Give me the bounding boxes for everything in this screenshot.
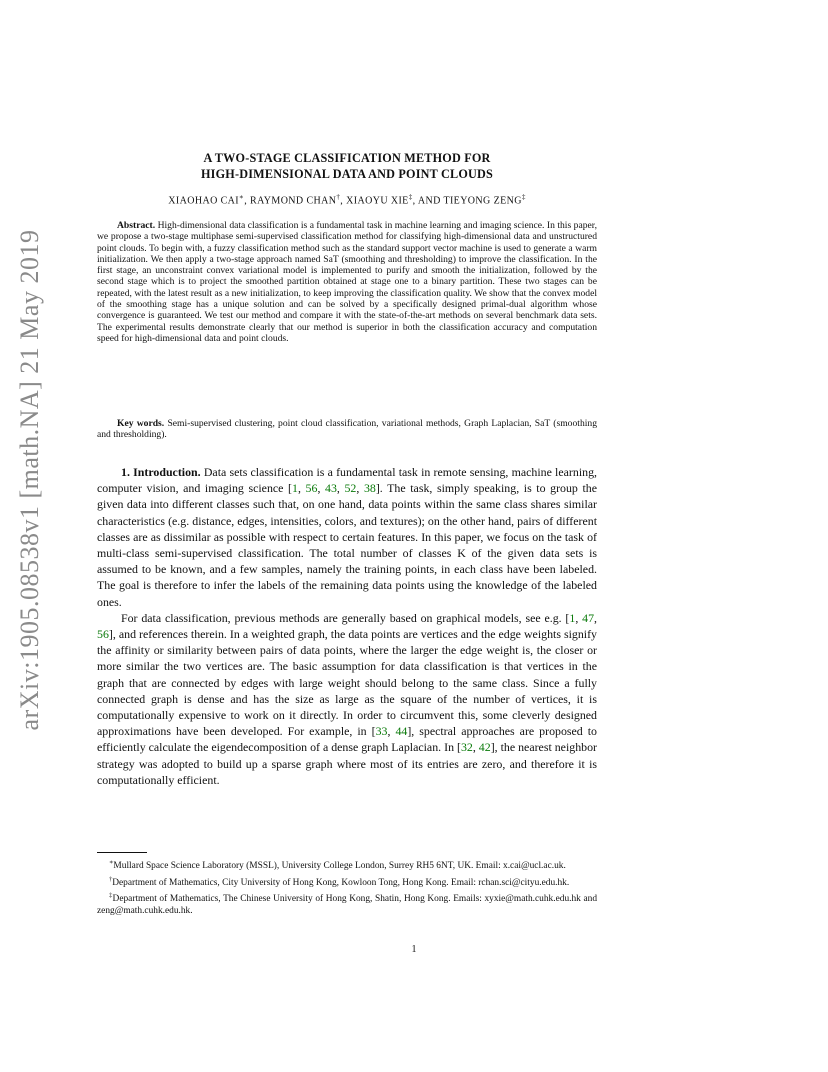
citation-link[interactable]: 32 <box>460 740 473 755</box>
author-xie: , XIAOYU XIE <box>340 195 409 207</box>
citation-link[interactable]: 38 <box>363 481 376 496</box>
abstract-text: High-dimensional data classification is a fundamental task in machine learning and imaging science. In this paper, we propose a two-stage multiphase semi-supervised classification method for classifying high-dimensional data and unstructured point clouds. To begin with, a fuzzy classification method such as the standard support vector machine is used to generate a warm initialization. We then apply a two-stage approach named SaT (smoothing and thresholding) to improve the classification. In the first stage, an unconstraint convex variational model is implemented to purify and smooth the initialization, followed by the second stage which is to project the smoothed partition obtained at stage one to a binary partition. These two stages can be repeated, with the latest result as a new initialization, to keep improving the classification quality. We show that the convex model of the smoothing stage has a unique solution and can be solved by a specifically designed primal-dual algorithm whose convergence is guaranteed. We test our method and compare it with the state-of-the-art methods on several benchmark data sets. The experimental results demonstrate clearly that our method is superior in both the classification accuracy and computation speed for high-dimensional data and point clouds. <box>97 220 597 344</box>
author-mark: ∗ <box>239 193 245 201</box>
citation-link[interactable]: 56 <box>97 627 109 642</box>
abstract <box>97 220 597 344</box>
footnote-1 <box>97 857 597 873</box>
author-mark: ‡ <box>408 193 413 201</box>
introduction-section <box>97 464 597 788</box>
title-line-2: HIGH-DIMENSIONAL DATA AND POINT CLOUDS <box>200 167 493 181</box>
keywords-label: Key words. <box>117 418 165 429</box>
citation-link[interactable]: 44 <box>395 724 408 739</box>
footnote-mark: † <box>109 875 113 883</box>
paragraph-text: Data sets classification is a fundamental task in remote sensing, machine learning, computer vision, and imaging science [ <box>97 465 597 496</box>
author-list <box>97 193 597 206</box>
page-number: 1 <box>411 944 417 955</box>
title-line-1: A TWO-STAGE CLASSIFICATION METHOD FOR <box>203 151 491 165</box>
citation-link[interactable]: 1 <box>569 610 576 625</box>
intro-paragraph-1: 1. Introduction. Data sets classification is a fundamental task in remote sensing, machine learning, computer vision, and imaging science [1, 56, 43, 52, 38]. The task, simply speaking, is to group the given data into different classes such that, on one hand, data points within the same class shares similar characteristics (e.g. distance, edges, intensities, colors, and textures); on the other hand, pairs of different classes are as dissimilar as possible with respect to certain features. In this paper, we focus on the task of multi-class semi-supervised classification. The total number of classes K of the given data sets is assumed to be known, and a few samples, namely the training points, in each class have been labeled. The goal is therefore to infer the labels of the remaining data points using the knowledge of the labeled ones. <box>97 465 597 609</box>
citation-link[interactable]: 52 <box>344 481 357 496</box>
footnote-text: Department of Mathematics, The Chinese University of Hong Kong, Shatin, Hong Kong. Emails: xyxie@math.cuhk.edu.hk and zeng@math.cuhk.edu.hk. <box>97 894 598 917</box>
keywords <box>97 418 597 441</box>
citation-link[interactable]: 1 <box>292 481 298 496</box>
footnote-2 <box>97 874 597 890</box>
arxiv-side-stamp <box>10 229 50 731</box>
footnote-mark: ‡ <box>109 892 113 900</box>
intro-paragraph-2: For data classification, previous methods are generally based on graphical models, see e.g. [1, 47, 56], and references therein. In a weighted graph, the data points are vertices and the edge weights signify the affinity or similarity between pairs of data points, where the larger the edge weight is, the closer or more similar the two vertices are. The basic assumption for data classification is that vertices in the graph that are connected by edges with large weight should belong to the same class. Since a fully connected graph is dense and has the size as large as the square of the number of vertices, it is computationally expensive to work on it directly. In order to circumvent this, some cleverly designed approximations have been developed. For example, in [33, 44], spectral approaches are proposed to efficiently calculate the eigendecomposition of a dense graph Laplacian. In [32, 42], the nearest neighbor strategy was adopted to build up a sparse graph where most of its entries are zero, and therefore it is computationally efficient. <box>97 610 598 787</box>
author-zeng: , AND TIEYONG ZENG <box>412 195 522 207</box>
arxiv-identifier: arXiv:1905.08538v1 [math.NA] 21 May 2019 <box>15 229 44 731</box>
author-mark: ‡ <box>521 193 526 201</box>
citation-link[interactable]: 33 <box>375 724 388 739</box>
citation-link[interactable]: 47 <box>582 610 595 625</box>
author-chan: , RAYMOND CHAN <box>244 195 337 207</box>
footnote-mark: ∗ <box>109 859 114 866</box>
author-cai: XIAOHAO CAI <box>168 195 240 207</box>
citation-link[interactable]: 56 <box>305 481 318 496</box>
footnotes <box>97 857 597 919</box>
paragraph-text: ], and references therein. In a weighted graph, the data points are vertices and the edge weights signify the affinity or similarity between pairs of data points, where the larger the edge weight is, the closer or more similar the two vertices are. The basic assumption for data classification is that vertices in the graph that are connected by edges with large weight should belong to the same class. Since a fully connected graph is dense and has the size as large as the square of the number of vertices, it is computationally expensive to work on it directly. In order to circumvent this, some cleverly designed approximations have been developed. For example, in [ <box>97 627 597 739</box>
abstract-label: Abstract. <box>117 220 156 231</box>
citation-link[interactable]: 42 <box>478 740 491 755</box>
footnote-divider <box>97 852 147 853</box>
citation-link[interactable]: 43 <box>325 481 337 496</box>
paragraph-text: ], spectral approaches are proposed to efficiently calculate the eigendecomposition of a dense graph Laplacian. In [ <box>97 724 597 755</box>
author-mark: † <box>336 193 341 201</box>
section-heading: 1. Introduction. <box>121 465 201 479</box>
paragraph-text: ]. The task, simply speaking, is to group the given data into different classes such that, on one hand, data points within the same class shares similar characteristics (e.g. distance, edges, intensities, colors, and textures); on the other hand, pairs of different classes are as dissimilar as possible with respect to certain features. In this paper, we focus on the task of multi-class semi-supervised classification. The total number of classes K of the given data sets is assumed to be known, and a few samples, namely the training points, in each class have been labeled. The goal is therefore to infer the labels of the remaining data points using the knowledge of the labeled ones. <box>97 481 597 609</box>
footnote-3 <box>97 890 597 917</box>
footnote-text: Department of Mathematics, City University of Hong Kong, Kowloon Tong, Hong Kong. Email: rchan.sci@cityu.edu.hk. <box>112 877 570 888</box>
paragraph-text: For data classification, previous methods are generally based on graphical models, see e.g. [ <box>121 610 570 625</box>
keywords-text: Semi-supervised clustering, point cloud classification, variational methods, Graph Laplacian, SaT (smoothing and thresholding). <box>97 418 597 441</box>
paragraph-text: ], the nearest neighbor strategy was adopted to build up a sparse graph where most of its entries are zero, and therefore it is computationally efficient. <box>97 740 598 787</box>
footnote-text: Mullard Space Science Laboratory (MSSL), University College London, Surrey RH5 6NT, UK. Email: x.cai@ucl.ac.uk. <box>113 861 566 872</box>
paper-title <box>97 150 597 182</box>
